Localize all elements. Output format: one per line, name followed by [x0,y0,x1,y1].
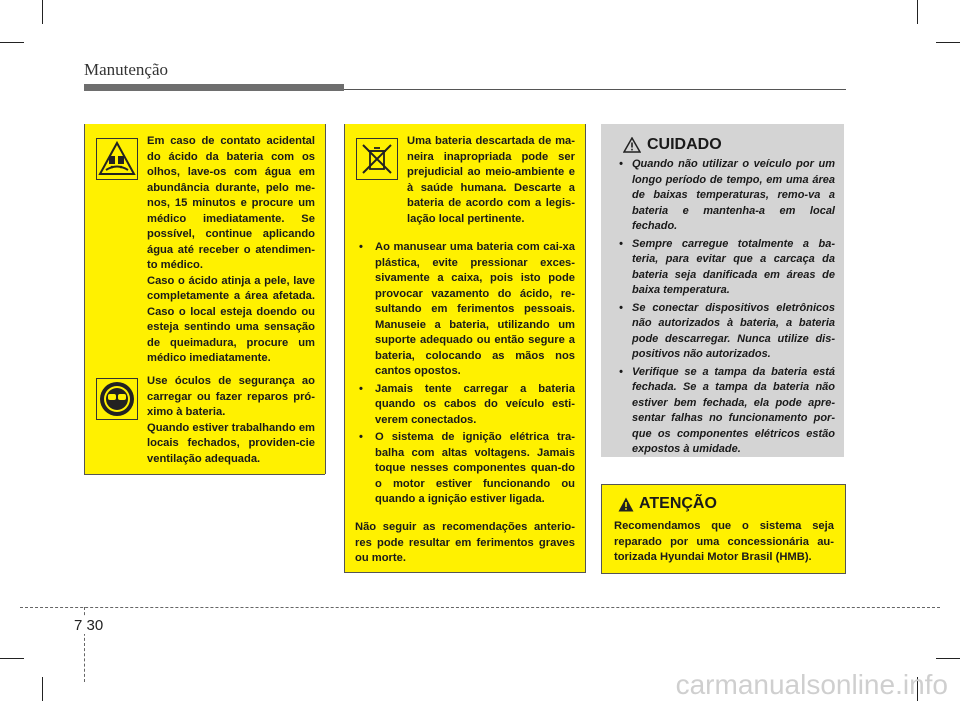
attention-title: ATENÇÃO [639,495,717,512]
list-item: • Se conectar dispositivos eletrônicos não autorizados à bateria, a bateria pode descarregar. Nunca utilize dis-positivos não autorizados. [615,301,835,363]
crop-mark [0,42,24,43]
list-item: • O sistema de ignição elétrica tra-balha com altas voltagens. Jamais toque nesses componentes quan-do o motor estiver funcionando ou quando a ignição estiver ligada. [355,430,575,508]
caution-title: CUIDADO [647,136,722,153]
warning-triangle-filled-icon [618,497,634,512]
acid-skin-contact-text: Caso o ácido atinja a pele, lave completamente a área afetada. Caso o local esteja doendo ou esteja sentindo uma sensação de queimadura, procure um médico imediatamente. [147,274,315,364]
list-item: • Ao manusear uma bateria com cai-xa plástica, evite pressionar exces-sivamente a caixa, pois isto pode provocar vazamento do ácido, re-sultando em ferimentos pessoais. Manuseie a bateria, utilizando um suporte adequado ou então segure a bateria, colocando as mãos nos cantos opostos. [355,240,575,380]
footer-rule [20,607,940,608]
disposal-warning-text: Uma bateria descartada de ma-neira inapropriada pode ser prejudicial ao meio-ambiente e à saúde humana. Descarte a bateria de acordo com a legis-lação local pertinente. [407,135,575,225]
crop-mark [0,658,24,659]
crossed-out-bin-icon [356,138,398,180]
page-section-title: Manutenção [84,60,169,79]
list-item: • Verifique se a tampa da bateria está fechada. Se a tampa da bateria não estiver bem fechada, ela pode apre-sentar falhas no funcionamento por-que os componentes elétricos estão expostos à umidade. [615,365,835,458]
crop-mark [42,677,43,701]
safety-goggles-icon [96,378,138,420]
goggles-instruction-text: Use óculos de segurança ao carregar ou fazer reparos pró-ximo à bateria. [147,375,315,418]
header-rule [344,89,846,90]
battery-disposal-panel [344,124,586,573]
watermark: carmanualsonline.info [675,669,948,700]
warning-triangle-outline-icon [623,137,641,153]
consequence-warning-text: Não seguir as recomendações anterio-res pode resultar em ferimentos graves ou morte. [355,521,575,564]
crop-mark [936,658,960,659]
ventilation-instruction-text: Quando estiver trabalhando em locais fechados, providen-cie ventilação adequada. [147,421,315,465]
crop-mark [42,0,43,24]
list-item: • Sempre carregue totalmente a ba-teria, para evitar que a carcaça da bateria seja danificada em áreas de baixa temperatura. [615,237,835,299]
page-number: 7 30 [74,617,104,634]
header-bar [84,84,344,91]
list-item: • Jamais tente carregar a bateria quando os cabos do veículo esti-verem conectados. [355,382,575,429]
crop-mark [917,0,918,24]
crop-mark [936,42,960,43]
caution-panel [601,124,844,457]
battery-acid-warning-panel [84,124,325,475]
list-item: • Quando não utilizar o veículo por um longo período de tempo, em uma área de baixas temperaturas, remo-va a bateria e mantenha-a em local fechado. [615,157,835,235]
acid-burn-icon [96,138,138,180]
attention-panel [601,484,846,574]
attention-text: Recomendamos que o sistema seja reparado por uma concessionária au-torizada Hyundai Motor Brasil (HMB). [614,520,834,563]
acid-eye-contact-text: Em caso de contato acidental do ácido da bateria com os olhos, lave-os com água em abundância durante, pelo me-nos, 15 minutos e procure um médico imediatamente. Se possível, continue aplicando água até receber o atendimen-to médico. [147,135,315,271]
